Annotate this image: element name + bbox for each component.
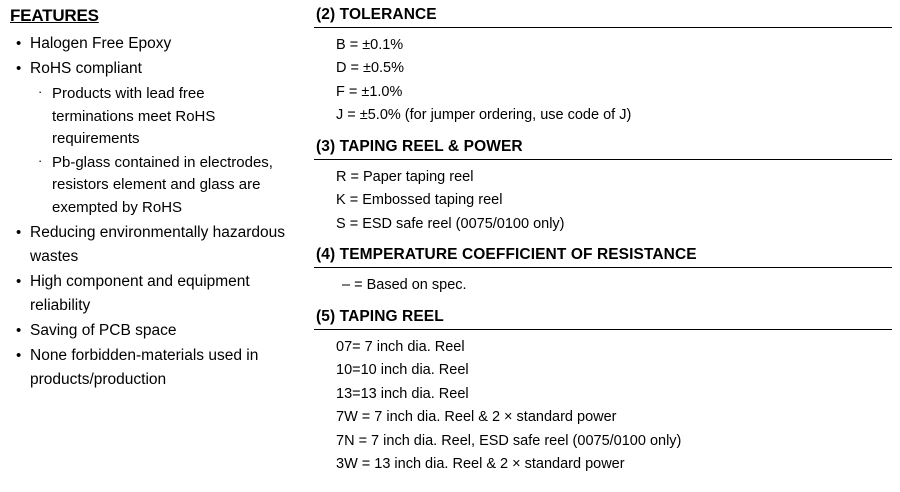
code-entry: R = Paper taping reel — [336, 168, 474, 185]
code-entry: D = ±0.5% — [336, 60, 405, 77]
feature-text: None forbidden-materials used in products/production — [30, 347, 259, 389]
section-taping-reel — [314, 306, 892, 483]
feature-subtext: Products with lead free terminations meet RoHS requirements — [52, 85, 216, 148]
sub-bullet-icon: · — [38, 152, 43, 168]
features-list — [8, 32, 290, 392]
feature-text: Reducing environmentally hazardous wastes — [30, 224, 286, 266]
feature-sublist-wrapper — [36, 83, 290, 219]
list-item — [8, 221, 290, 269]
code-entry: – = Based on spec. — [342, 277, 467, 294]
list-item — [8, 32, 290, 56]
ordering-code-column — [300, 0, 900, 492]
list-item — [8, 319, 290, 343]
bullet-icon: • — [16, 224, 22, 242]
code-entry: 07= 7 inch dia. Reel — [336, 338, 465, 355]
list-item — [36, 152, 290, 220]
feature-text: High component and equipment reliability — [30, 273, 250, 315]
section-heading: (2) TOLERANCE — [314, 4, 892, 28]
features-column — [0, 0, 300, 492]
code-entry: 3W = 13 inch dia. Reel & 2 × standard power — [336, 456, 625, 473]
code-entry: B = ±0.1% — [336, 37, 404, 53]
sub-bullet-icon: · — [38, 84, 43, 100]
feature-sublist — [36, 83, 290, 219]
features-heading: FEATURES — [10, 6, 99, 25]
code-entry: F = ±1.0% — [336, 83, 403, 100]
bullet-icon: • — [16, 322, 22, 340]
section-body — [314, 268, 892, 303]
section-tolerance — [314, 4, 892, 134]
code-entry: 7W = 7 inch dia. Reel & 2 × standard power — [336, 409, 617, 426]
section-body — [314, 330, 892, 483]
feature-text: Halogen Free Epoxy — [30, 35, 172, 52]
bullet-icon: • — [16, 347, 22, 365]
list-item — [36, 83, 290, 151]
section-body — [314, 160, 892, 242]
list-item — [8, 344, 290, 392]
code-entry: S = ESD safe reel (0075/0100 only) — [336, 215, 565, 232]
code-entry: J = ±5.0% (for jumper ordering, use code of J) — [336, 107, 632, 124]
section-heading: (5) TAPING REEL — [314, 306, 892, 330]
bullet-icon: • — [16, 60, 22, 78]
feature-subtext: Pb-glass contained in electrodes, resistors element and glass are exempted by RoHS — [52, 153, 273, 216]
feature-text: Saving of PCB space — [30, 322, 177, 340]
section-tcr — [314, 244, 892, 303]
code-entry: 13=13 inch dia. Reel — [336, 385, 469, 402]
code-entry: K = Embossed taping reel — [336, 192, 503, 209]
list-item — [8, 270, 290, 318]
feature-text: RoHS compliant — [30, 60, 142, 78]
list-item — [8, 57, 290, 219]
section-taping-reel-power — [314, 136, 892, 242]
section-heading: (3) TAPING REEL & POWER — [314, 136, 892, 160]
bullet-icon: • — [16, 273, 22, 291]
bullet-icon: • — [16, 35, 22, 52]
section-heading: (4) TEMPERATURE COEFFICIENT OF RESISTANCE — [314, 244, 892, 268]
code-entry: 10=10 inch dia. Reel — [336, 362, 469, 379]
code-entry: 7N = 7 inch dia. Reel, ESD safe reel (0075/0100 only) — [336, 432, 682, 449]
section-body — [314, 28, 892, 134]
